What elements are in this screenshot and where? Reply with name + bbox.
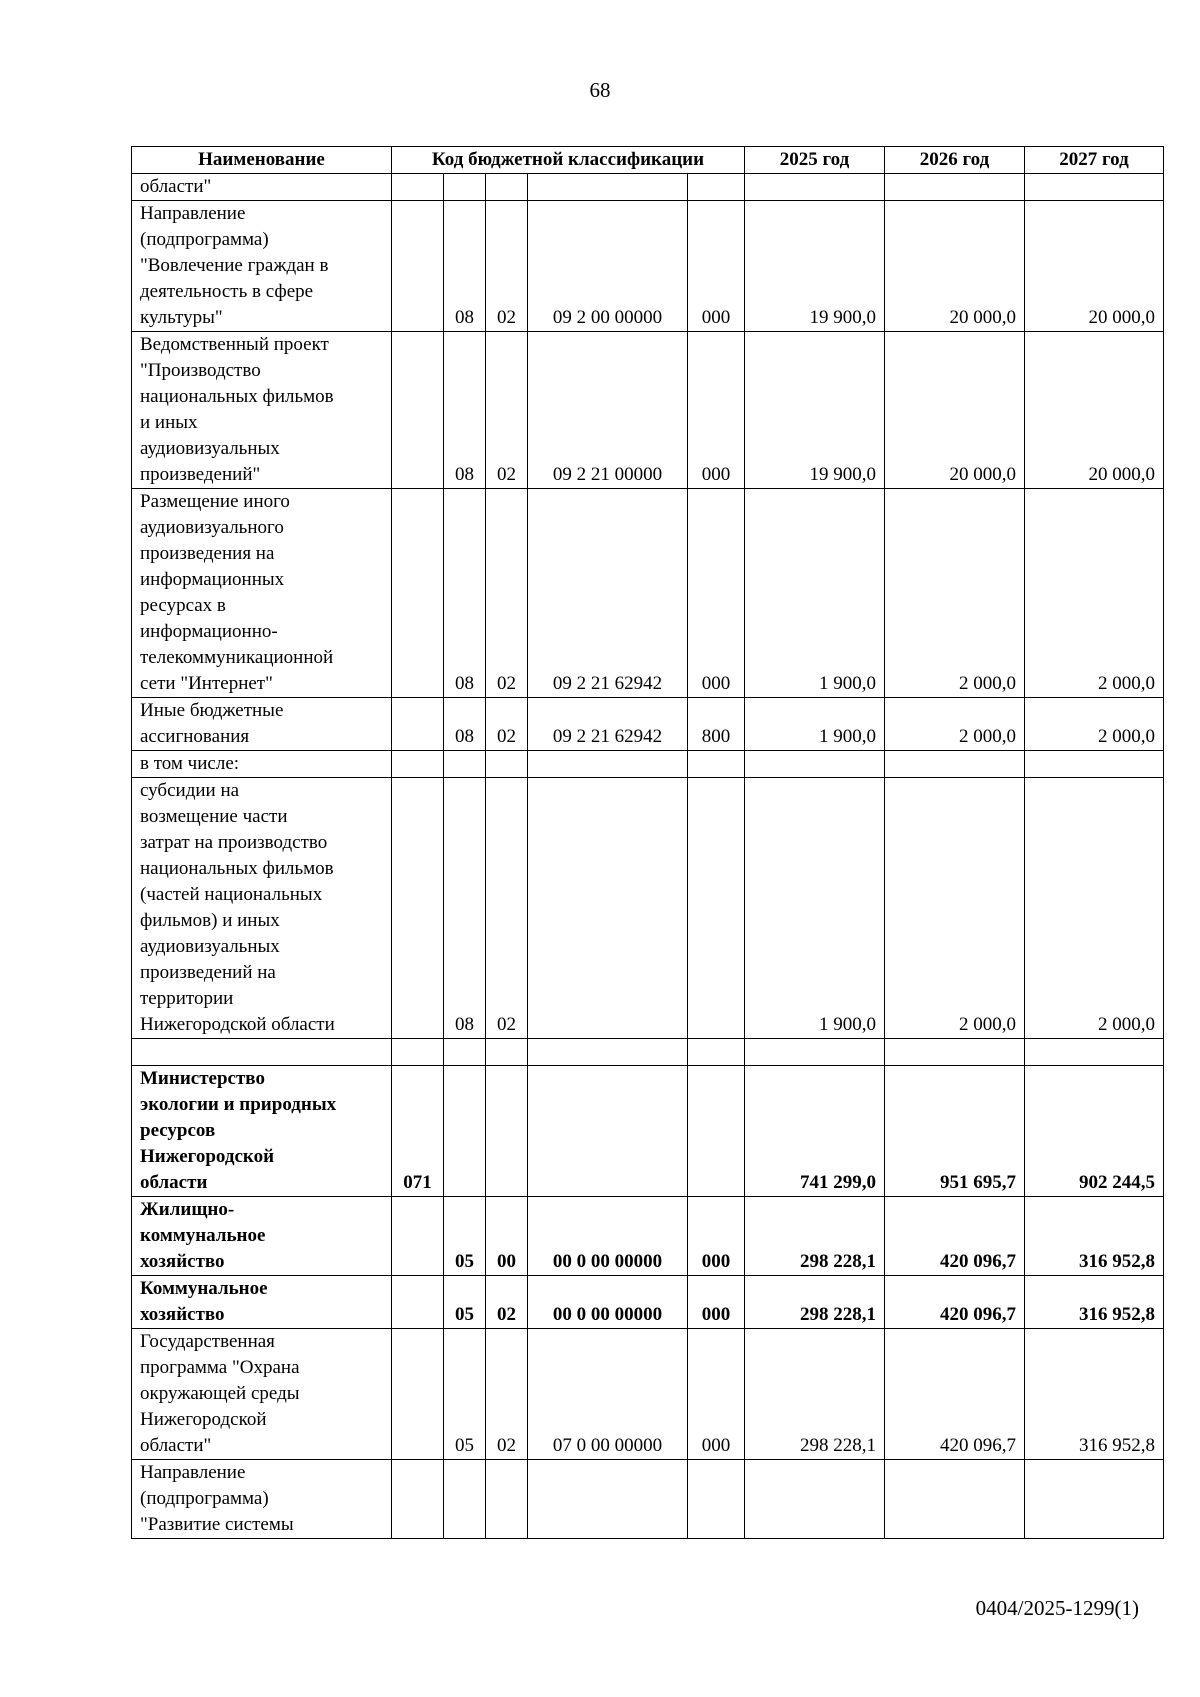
- cell-expense-type: [688, 1039, 745, 1066]
- cell-expense-type: 000: [688, 1197, 745, 1276]
- cell-value-2025: [745, 1460, 885, 1539]
- cell-value-2025: 298 228,1: [745, 1197, 885, 1276]
- cell-grbs-code: [392, 201, 444, 332]
- cell-target-article: [528, 1039, 688, 1066]
- cell-name: субсидии на возмещение части затрат на производство национальных фильмов (частей национальных фильмов) и иных аудиовизуальных произведений на территории Нижегородской области: [132, 778, 392, 1039]
- cell-value-2025: 298 228,1: [745, 1329, 885, 1460]
- cell-grbs-code: [392, 1039, 444, 1066]
- cell-section-code: [444, 1460, 486, 1539]
- cell-target-article: 09 2 00 00000: [528, 201, 688, 332]
- cell-grbs-code: [392, 1329, 444, 1460]
- table-row: [132, 201, 1164, 332]
- cell-section-code: 08: [444, 698, 486, 751]
- cell-name: Жилищно- коммунальное хозяйство: [132, 1197, 392, 1276]
- cell-value-2027: [1025, 751, 1164, 778]
- cell-subsection-code: 02: [486, 201, 528, 332]
- cell-value-2025: [745, 751, 885, 778]
- cell-subsection-code: [486, 1066, 528, 1197]
- table-row: [132, 1066, 1164, 1197]
- cell-value-2026: 20 000,0: [885, 201, 1025, 332]
- cell-value-2027: 2 000,0: [1025, 489, 1164, 698]
- table-row: [132, 1197, 1164, 1276]
- cell-name: Иные бюджетные ассигнования: [132, 698, 392, 751]
- cell-section-code: 05: [444, 1276, 486, 1329]
- cell-subsection-code: [486, 1460, 528, 1539]
- cell-value-2026: [885, 1039, 1025, 1066]
- cell-value-2026: 2 000,0: [885, 778, 1025, 1039]
- header-code: Код бюджетной классификации: [392, 147, 745, 174]
- cell-section-code: [444, 751, 486, 778]
- table-row: [132, 1329, 1164, 1460]
- cell-target-article: 00 0 00 00000: [528, 1197, 688, 1276]
- cell-subsection-code: 02: [486, 489, 528, 698]
- cell-grbs-code: 071: [392, 1066, 444, 1197]
- cell-target-article: 09 2 21 62942: [528, 489, 688, 698]
- table-row: [132, 751, 1164, 778]
- cell-value-2027: 20 000,0: [1025, 332, 1164, 489]
- cell-expense-type: 000: [688, 1329, 745, 1460]
- cell-expense-type: 000: [688, 201, 745, 332]
- table-row: [132, 489, 1164, 698]
- cell-target-article: [528, 174, 688, 201]
- cell-expense-type: 000: [688, 1276, 745, 1329]
- cell-name: области": [132, 174, 392, 201]
- cell-subsection-code: [486, 751, 528, 778]
- cell-expense-type: [688, 174, 745, 201]
- cell-value-2025: 1 900,0: [745, 489, 885, 698]
- cell-value-2026: 951 695,7: [885, 1066, 1025, 1197]
- cell-value-2026: [885, 751, 1025, 778]
- cell-grbs-code: [392, 1460, 444, 1539]
- cell-target-article: 07 0 00 00000: [528, 1329, 688, 1460]
- cell-expense-type: [688, 778, 745, 1039]
- cell-value-2026: 420 096,7: [885, 1197, 1025, 1276]
- cell-value-2027: 316 952,8: [1025, 1329, 1164, 1460]
- cell-subsection-code: [486, 174, 528, 201]
- cell-value-2026: [885, 1460, 1025, 1539]
- cell-grbs-code: [392, 1276, 444, 1329]
- cell-section-code: 05: [444, 1329, 486, 1460]
- cell-subsection-code: 02: [486, 698, 528, 751]
- cell-value-2025: [745, 1039, 885, 1066]
- cell-subsection-code: 02: [486, 1276, 528, 1329]
- cell-name: Министерство экологии и природных ресурсов Нижегородской области: [132, 1066, 392, 1197]
- cell-grbs-code: [392, 1197, 444, 1276]
- table-row: [132, 1039, 1164, 1066]
- table-row: [132, 1460, 1164, 1539]
- cell-value-2026: 420 096,7: [885, 1276, 1025, 1329]
- cell-name: Направление (подпрограмма) "Вовлечение граждан в деятельность в сфере культуры": [132, 201, 392, 332]
- cell-value-2025: 19 900,0: [745, 332, 885, 489]
- cell-value-2026: [885, 174, 1025, 201]
- cell-section-code: 05: [444, 1197, 486, 1276]
- cell-target-article: [528, 1066, 688, 1197]
- document-id: 0404/2025-1299(1): [975, 1596, 1139, 1620]
- cell-section-code: [444, 1039, 486, 1066]
- cell-section-code: [444, 174, 486, 201]
- cell-value-2026: 20 000,0: [885, 332, 1025, 489]
- cell-value-2025: [745, 174, 885, 201]
- cell-value-2026: 2 000,0: [885, 489, 1025, 698]
- table-row: [132, 332, 1164, 489]
- cell-subsection-code: 00: [486, 1197, 528, 1276]
- cell-target-article: 09 2 21 62942: [528, 698, 688, 751]
- cell-grbs-code: [392, 698, 444, 751]
- cell-expense-type: 000: [688, 489, 745, 698]
- cell-value-2025: 298 228,1: [745, 1276, 885, 1329]
- cell-value-2026: 2 000,0: [885, 698, 1025, 751]
- cell-target-article: 00 0 00 00000: [528, 1276, 688, 1329]
- cell-section-code: 08: [444, 778, 486, 1039]
- cell-subsection-code: 02: [486, 778, 528, 1039]
- cell-value-2027: 316 952,8: [1025, 1197, 1164, 1276]
- cell-section-code: 08: [444, 489, 486, 698]
- cell-name: Коммунальное хозяйство: [132, 1276, 392, 1329]
- cell-grbs-code: [392, 778, 444, 1039]
- header-name: Наименование: [132, 147, 392, 174]
- table-row: [132, 698, 1164, 751]
- cell-subsection-code: 02: [486, 1329, 528, 1460]
- cell-subsection-code: 02: [486, 332, 528, 489]
- cell-value-2025: 741 299,0: [745, 1066, 885, 1197]
- page-number: 68: [589, 78, 611, 102]
- table-row: [132, 174, 1164, 201]
- cell-target-article: 09 2 21 00000: [528, 332, 688, 489]
- cell-value-2027: 20 000,0: [1025, 201, 1164, 332]
- cell-grbs-code: [392, 751, 444, 778]
- cell-name: Направление (подпрограмма) "Развитие системы: [132, 1460, 392, 1539]
- cell-expense-type: [688, 1066, 745, 1197]
- cell-value-2027: [1025, 1460, 1164, 1539]
- cell-section-code: [444, 1066, 486, 1197]
- cell-value-2025: 19 900,0: [745, 201, 885, 332]
- cell-value-2027: 2 000,0: [1025, 698, 1164, 751]
- cell-grbs-code: [392, 489, 444, 698]
- cell-value-2026: 420 096,7: [885, 1329, 1025, 1460]
- cell-value-2027: [1025, 1039, 1164, 1066]
- cell-section-code: 08: [444, 201, 486, 332]
- cell-grbs-code: [392, 174, 444, 201]
- cell-value-2027: [1025, 174, 1164, 201]
- budget-table: [131, 146, 1164, 1539]
- cell-value-2027: 316 952,8: [1025, 1276, 1164, 1329]
- cell-value-2027: 2 000,0: [1025, 778, 1164, 1039]
- header-2025: 2025 год: [745, 147, 885, 174]
- cell-target-article: [528, 778, 688, 1039]
- cell-grbs-code: [392, 332, 444, 489]
- cell-name: Размещение иного аудиовизуального произведения на информационных ресурсах в информационно- телекоммуникационной сети "Интернет": [132, 489, 392, 698]
- cell-section-code: 08: [444, 332, 486, 489]
- cell-name: Государственная программа "Охрана окружающей среды Нижегородской области": [132, 1329, 392, 1460]
- cell-target-article: [528, 751, 688, 778]
- cell-name: в том числе:: [132, 751, 392, 778]
- cell-expense-type: 000: [688, 332, 745, 489]
- header-2026: 2026 год: [885, 147, 1025, 174]
- cell-value-2027: 902 244,5: [1025, 1066, 1164, 1197]
- table-header-row: [132, 147, 1164, 174]
- cell-value-2025: 1 900,0: [745, 778, 885, 1039]
- cell-expense-type: 800: [688, 698, 745, 751]
- table-row: [132, 1276, 1164, 1329]
- cell-subsection-code: [486, 1039, 528, 1066]
- table-row: [132, 778, 1164, 1039]
- cell-expense-type: [688, 751, 745, 778]
- cell-target-article: [528, 1460, 688, 1539]
- header-2027: 2027 год: [1025, 147, 1164, 174]
- cell-value-2025: 1 900,0: [745, 698, 885, 751]
- cell-name: [132, 1039, 392, 1066]
- cell-name: Ведомственный проект "Производство национальных фильмов и иных аудиовизуальных произведений": [132, 332, 392, 489]
- cell-expense-type: [688, 1460, 745, 1539]
